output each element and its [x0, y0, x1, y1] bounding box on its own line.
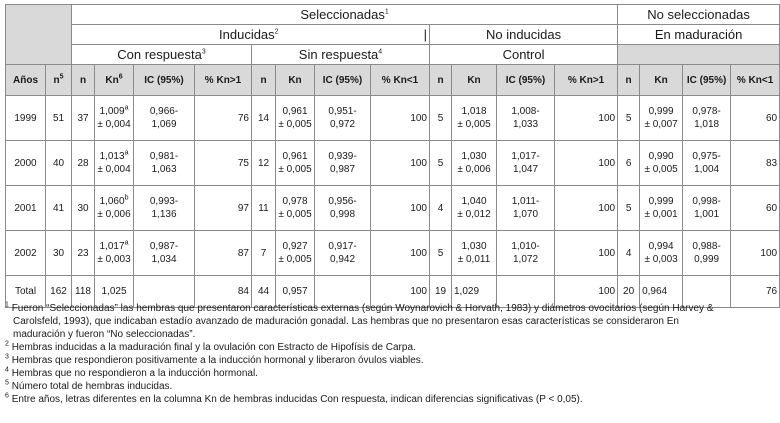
cell-md-ic: 0,978- 1,018	[683, 96, 731, 141]
cell-md-n: 5	[618, 186, 640, 231]
header-en-maduracion: En maduración	[618, 25, 780, 45]
cell-sr-pct: 100	[371, 141, 430, 186]
cell-total-sr-n: 44	[252, 276, 276, 308]
col-header-ct-kn: Kn	[452, 65, 497, 96]
col-header-n-total: $n^5$	[46, 65, 72, 96]
cell-md-kn: 0,999 ± 0,001	[640, 186, 683, 231]
header-no-inducidas: No inducidas	[430, 25, 618, 45]
cell-sr-n: 7	[252, 231, 276, 276]
cell-total-ct-n: 19	[430, 276, 452, 308]
cell-year: 2001	[6, 186, 46, 231]
footnote: $^2$ Hembras inducidas a la maduración final y la ovulación con Estracto de Hipofísis de Carpa.	[5, 340, 416, 353]
cell-cr-kn: 1,009$^a$ ± 0,004	[95, 96, 134, 141]
col-header-sr-ic: IC (95%)	[315, 65, 371, 96]
cell-md-pct: 100	[731, 231, 780, 276]
cell-total-cr-kn: 1,025	[95, 276, 134, 308]
cell-cr-ic: 0,981- 1,063	[134, 141, 195, 186]
col-header-cr-n: n	[72, 65, 95, 96]
col-header-md-n: n	[618, 65, 640, 96]
cell-sr-pct: 100	[371, 96, 430, 141]
cell-ct-pct: 100	[555, 96, 618, 141]
cell-md-kn: 0,990 ± 0,005	[640, 141, 683, 186]
header-no-seleccionadas: No seleccionadas	[618, 5, 780, 25]
cell-cr-n: 28	[72, 141, 95, 186]
cell-md-ic: 0,975- 1,004	[683, 141, 731, 186]
table-row	[6, 186, 780, 231]
footnote: $^6$ Entre años, letras diferentes en la columna Kn de hembras inducidas Con respuesta, indican diferencias significativas (P < 0,05).	[5, 392, 583, 405]
header-control: Control	[430, 45, 618, 65]
col-header-sr-pct: % Kn<1	[371, 65, 430, 96]
cell-ct-n: 5	[430, 96, 452, 141]
cell-sr-kn: 0,961 ± 0,005	[276, 141, 315, 186]
cell-ct-ic: 1,010- 1,072	[497, 231, 555, 276]
cell-md-n: 5	[618, 96, 640, 141]
cell-total-n: 162	[46, 276, 72, 308]
cell-n: 30	[46, 231, 72, 276]
header-row-subgroup	[6, 25, 780, 45]
data-table	[5, 4, 780, 308]
cell-md-ic: 0,988- 0,999	[683, 231, 731, 276]
cell-md-kn: 0,994 ± 0,003	[640, 231, 683, 276]
header-inducidas: Inducidas$^2$ |	[72, 25, 430, 45]
cell-ct-ic: 1,008- 1,033	[497, 96, 555, 141]
col-header-ct-ic: IC (95%)	[497, 65, 555, 96]
col-header-md-ic: IC (95%)	[683, 65, 731, 96]
cell-sr-kn: 0,927 ± 0,005	[276, 231, 315, 276]
cell-md-pct: 60	[731, 186, 780, 231]
cell-ct-kn: 1,030 ± 0,011	[452, 231, 497, 276]
cell-year: 2002	[6, 231, 46, 276]
cell-ct-kn: 1,018 ± 0,005	[452, 96, 497, 141]
col-header-md-pct: % Kn<1	[731, 65, 780, 96]
cell-sr-kn: 0,978 ± 0,005	[276, 186, 315, 231]
cell-cr-ic: 0,987- 1,034	[134, 231, 195, 276]
col-header-ct-pct: % Kn>1	[555, 65, 618, 96]
cell-ct-n: 5	[430, 141, 452, 186]
cell-sr-n: 12	[252, 141, 276, 186]
cell-sr-kn: 0,961 ± 0,005	[276, 96, 315, 141]
cell-year: 2000	[6, 141, 46, 186]
header-blank	[618, 45, 780, 65]
cell-ct-pct: 100	[555, 186, 618, 231]
cell-md-pct: 83	[731, 141, 780, 186]
cell-sr-ic: 0,939- 0,987	[315, 141, 371, 186]
col-header-sr-n: n	[252, 65, 276, 96]
header-row-response	[6, 45, 780, 65]
footnote: $^3$ Hembras que respondieron positivamente a la inducción hormonal y liberaron óvulos viables.	[5, 353, 424, 366]
col-header-cr-kn: Kn$^6$	[95, 65, 134, 96]
cell-ct-kn: 1,030 ± 0,006	[452, 141, 497, 186]
cell-cr-n: 30	[72, 186, 95, 231]
cell-ct-kn: 1,040 ± 0,012	[452, 186, 497, 231]
cell-total-md-kn: 0,964	[640, 276, 683, 308]
cell-cr-pct: 75	[195, 141, 252, 186]
cell-cr-ic: 0,993- 1,136	[134, 186, 195, 231]
footnote: $^4$ Hembras que no respondieron a la inducción hormonal.	[5, 366, 258, 379]
header-con-respuesta: Con respuesta$^3$	[72, 45, 252, 65]
cell-total-sr-kn: 0,957	[276, 276, 315, 308]
table-row	[6, 231, 780, 276]
cell-total-ct-pct: 100	[555, 276, 618, 308]
col-header-sr-kn: Kn	[276, 65, 315, 96]
col-header-anos: Años	[6, 65, 46, 96]
cell-sr-ic: 0,951- 0,972	[315, 96, 371, 141]
col-header-md-kn: Kn	[640, 65, 683, 96]
cell-cr-ic: 0,966- 1,069	[134, 96, 195, 141]
table-row	[6, 141, 780, 186]
cell-sr-pct: 100	[371, 231, 430, 276]
header-corner	[6, 5, 72, 65]
cell-ct-n: 5	[430, 231, 452, 276]
cell-total-sr-pct: 100	[371, 276, 430, 308]
cell-n: 51	[46, 96, 72, 141]
cell-n: 40	[46, 141, 72, 186]
cell-cr-kn: 1,013$^a$ ± 0,004	[95, 141, 134, 186]
cell-cr-n: 23	[72, 231, 95, 276]
cell-sr-ic: 0,917- 0,942	[315, 231, 371, 276]
cell-ct-pct: 100	[555, 141, 618, 186]
header-row-group	[6, 5, 780, 25]
cell-total-label: Total	[6, 276, 46, 308]
cell-md-n: 4	[618, 231, 640, 276]
cell-md-pct: 60	[731, 96, 780, 141]
cell-ct-pct: 100	[555, 231, 618, 276]
cell-sr-ic: 0,956- 0,998	[315, 186, 371, 231]
table-container	[5, 4, 778, 308]
header-sin-respuesta: Sin respuesta$^4$	[252, 45, 430, 65]
cell-total-ct-kn: 1,029	[452, 276, 497, 308]
footnotes	[5, 302, 729, 406]
cell-md-kn: 0,999 ± 0,007	[640, 96, 683, 141]
cell-year: 1999	[6, 96, 46, 141]
col-header-ct-n: n	[430, 65, 452, 96]
table-row	[6, 96, 780, 141]
cell-cr-pct: 87	[195, 231, 252, 276]
cell-ct-n: 4	[430, 186, 452, 231]
cell-md-n: 6	[618, 141, 640, 186]
cell-sr-n: 11	[252, 186, 276, 231]
footnote: $^1$ Fueron “Seleccionadas” las hembras que presentaron características externas (según Woynarovich & Horvath, 1983) y diámetros ovocitarios (según Harvey & Carolsfeld, 1993), que indicaban estadío avanzado de maduración gonadal. Las hembras que no presentaron esas características se consideraron En maduración y fueron “No seleccionadas”.	[5, 301, 714, 340]
cell-cr-pct: 97	[195, 186, 252, 231]
cell-sr-n: 14	[252, 96, 276, 141]
cell-sr-pct: 100	[371, 186, 430, 231]
cell-cr-kn: 1,060$^b$ ± 0,006	[95, 186, 134, 231]
footnote: $^5$ Número total de hembras inducidas.	[5, 379, 173, 392]
cell-cr-kn: 1,017$^a$ ± 0,003	[95, 231, 134, 276]
cell-total-cr-pct: 84	[195, 276, 252, 308]
cell-total-md-pct: 76	[731, 276, 780, 308]
cell-md-ic: 0,998- 1,001	[683, 186, 731, 231]
cell-ct-ic: 1,017- 1,047	[497, 141, 555, 186]
cell-n: 41	[46, 186, 72, 231]
header-seleccionadas: Seleccionadas$^1$	[72, 5, 618, 25]
column-header-row	[6, 65, 780, 96]
cell-ct-ic: 1,011- 1,070	[497, 186, 555, 231]
cell-total-cr-n: 118	[72, 276, 95, 308]
col-header-cr-pct: % Kn>1	[195, 65, 252, 96]
cell-total-md-n: 20	[618, 276, 640, 308]
cell-cr-pct: 76	[195, 96, 252, 141]
col-header-cr-ic: IC (95%)	[134, 65, 195, 96]
cell-cr-n: 37	[72, 96, 95, 141]
